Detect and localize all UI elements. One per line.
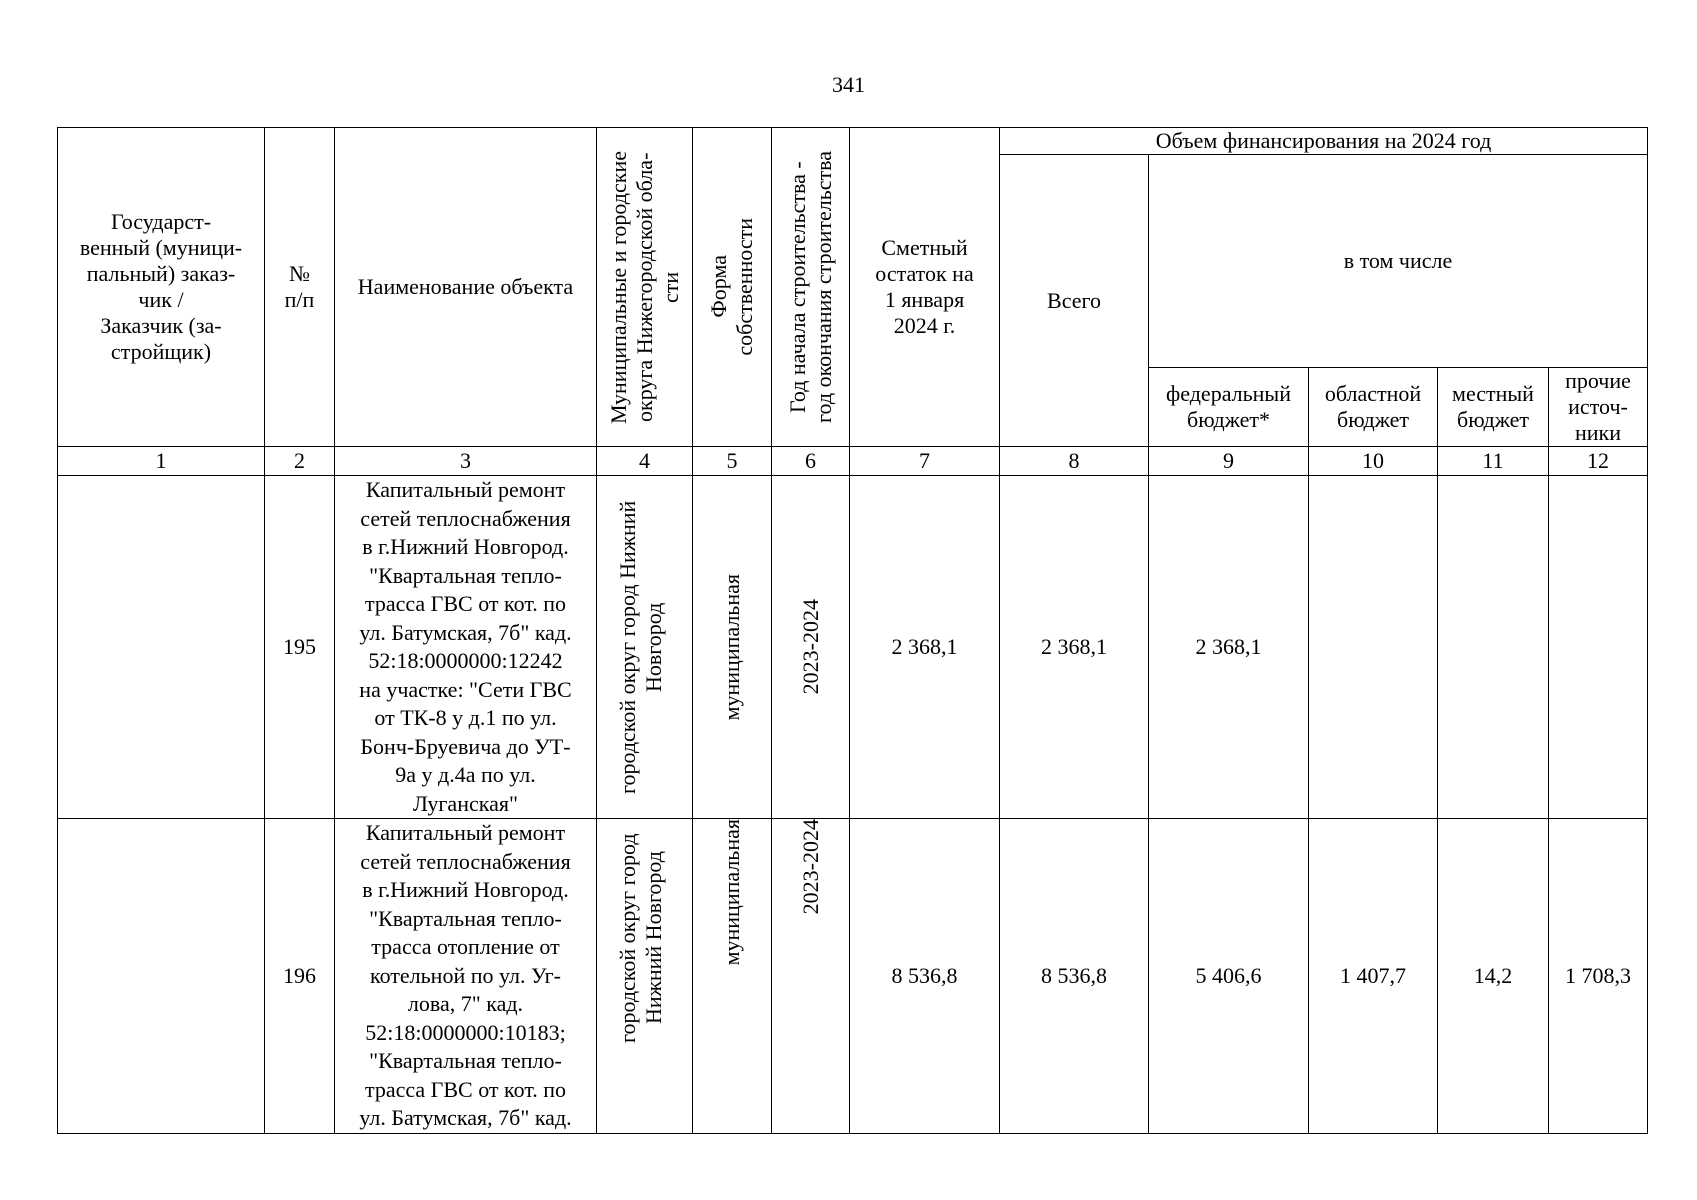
header-customer	[58, 128, 265, 447]
column-number: 3	[335, 447, 597, 476]
cell-local: 14,2	[1438, 819, 1549, 1134]
column-number: 8	[1000, 447, 1149, 476]
cell-municipality	[597, 819, 693, 1134]
header-municipality	[597, 128, 693, 447]
column-number: 5	[693, 447, 772, 476]
column-number: 2	[265, 447, 335, 476]
header-years-text: Год начала строительства - год окончания строительства	[784, 151, 836, 423]
cell-object-name: Капитальный ремонт сетей теплоснабжения в г.Нижний Новгород. "Квартальная тепло- трасса отопление от котельной по ул. Уг- лова, 7" кад. 52:18:0000000:10183; "Квартальная тепло- трасса ГВС от кот. по ул. Батумская, 7б" кад.	[335, 819, 597, 1134]
cell-federal: 2 368,1	[1149, 476, 1309, 819]
cell-total: 8 536,8	[1000, 819, 1149, 1134]
cell-number: 195	[265, 476, 335, 819]
cell-years-text: 2023-2024	[797, 599, 823, 695]
header-total: Всего	[1000, 155, 1149, 447]
header-federal: федеральный бюджет*	[1149, 368, 1309, 447]
header-years	[772, 128, 850, 447]
page-number: 341	[832, 72, 865, 97]
header-including: в том числе	[1149, 155, 1648, 368]
header-number: № п/п	[265, 128, 335, 447]
cell-estimate: 2 368,1	[850, 476, 1000, 819]
column-number: 7	[850, 447, 1000, 476]
cell-years-text: 2023-2024	[797, 819, 823, 915]
cell-ownership-text: муниципальная	[719, 573, 744, 721]
column-number-row	[58, 447, 1648, 476]
cell-municipality-text: городской округ город Нижний Новгород	[614, 500, 666, 794]
cell-object-name: Капитальный ремонт сетей теплоснабжения в г.Нижний Новгород. "Квартальная тепло- трасса ГВС от кот. по ул. Батумская, 7б" кад. 52:18:0000000:12242 на участке: "Сети ГВС от ТК-8 у д.1 по ул. Бонч-Бруевича до УТ- 9а у д.4а по ул. Луганская"	[335, 476, 597, 819]
cell-years	[772, 819, 850, 1134]
cell-regional: 1 407,7	[1309, 819, 1438, 1134]
cell-number: 196	[265, 819, 335, 1134]
column-number: 6	[772, 447, 850, 476]
header-ownership-text: Форма собственности	[706, 218, 757, 356]
cell-total: 2 368,1	[1000, 476, 1149, 819]
header-estimate: Сметный остаток на 1 января 2024 г.	[850, 128, 1000, 447]
header-customer-text: Государст- венный (муници- пальный) заказ- чик / Заказчик (за- стройщик)	[79, 209, 243, 364]
header-customer-full	[0, 0, 1, 1]
financing-table	[57, 127, 1648, 1134]
cell-customer	[58, 819, 265, 1134]
column-number: 11	[1438, 447, 1549, 476]
header-regional: областной бюджет	[1309, 368, 1438, 447]
cell-years	[772, 476, 850, 819]
column-number: 1	[58, 447, 265, 476]
cell-local	[1438, 476, 1549, 819]
table-row	[58, 819, 1648, 1134]
header-local: местный бюджет	[1438, 368, 1549, 447]
column-number: 9	[1149, 447, 1309, 476]
header-municipality-text: Муниципальные и городские округа Нижегородской обла- сти	[605, 150, 683, 424]
cell-other	[1549, 476, 1648, 819]
column-number: 10	[1309, 447, 1438, 476]
header-ownership	[693, 128, 772, 447]
table-row	[58, 476, 1648, 819]
cell-regional	[1309, 476, 1438, 819]
header-object-name: Наименование объекта	[335, 128, 597, 447]
cell-ownership-text: муниципальная	[719, 819, 744, 966]
cell-ownership	[693, 819, 772, 1134]
cell-ownership	[693, 476, 772, 819]
header-funding-group: Объем финансирования на 2024 год	[1000, 128, 1648, 155]
cell-municipality-text: городской округ город Нижний Новгород	[614, 833, 666, 1043]
cell-customer	[58, 476, 265, 819]
header-other: прочие источ- ники	[1549, 368, 1648, 447]
cell-federal: 5 406,6	[1149, 819, 1309, 1134]
column-number: 12	[1549, 447, 1648, 476]
cell-other: 1 708,3	[1549, 819, 1648, 1134]
cell-estimate: 8 536,8	[850, 819, 1000, 1134]
column-number: 4	[597, 447, 693, 476]
cell-municipality	[597, 476, 693, 819]
